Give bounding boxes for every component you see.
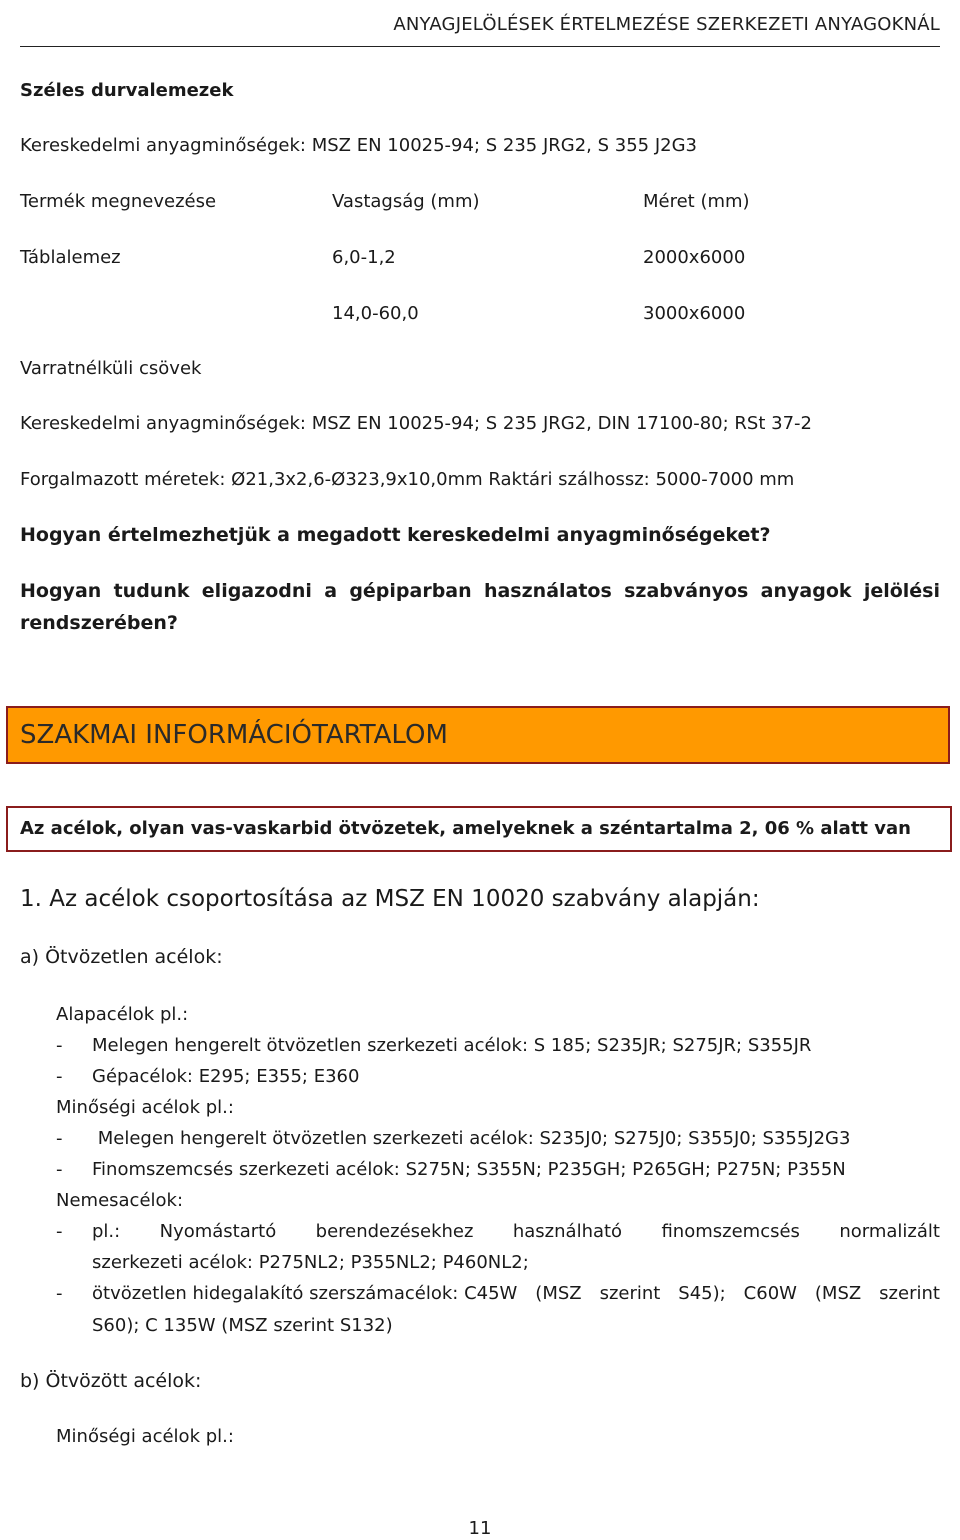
plates-grades: Kereskedelmi anyagminőségek: MSZ EN 10025-94; S 235 JRG2, S 355 J2G3 xyxy=(20,135,698,156)
category-b-minosegi: Minőségi acélok pl.: xyxy=(56,1426,234,1447)
question-word: eligazodni xyxy=(201,580,312,602)
list-dash: - xyxy=(56,1159,63,1180)
question-2-line1 xyxy=(20,580,940,602)
subsection-a-title: a) Ötvözetlen acélok: xyxy=(20,946,223,968)
definition-text: Az acélok, olyan vas-vaskarbid ötvözetek, amelyeknek a széntartalma 2, 06 % alatt van xyxy=(20,818,911,839)
question-2-line2: rendszerében? xyxy=(20,612,178,634)
list-dash: - xyxy=(56,1066,63,1087)
category-alapacelok: Alapacélok pl.: xyxy=(56,1004,189,1025)
question-word: Hogyan xyxy=(20,580,102,602)
table-cell-size: 3000x6000 xyxy=(643,303,746,324)
list-item-values: C45W (MSZ szerint S45); C60W (MSZ szerint xyxy=(464,1283,940,1304)
subsection-b-title: b) Ötvözött acélok: xyxy=(20,1370,202,1392)
list-dash: - xyxy=(56,1035,63,1056)
list-item: Finomszemcsés szerkezeti acélok: S275N; S355N; P235GH; P265GH; P275N; P355N xyxy=(92,1159,846,1180)
list-item: Melegen hengerelt ötvözetlen szerkezeti acélok: S235J0; S275J0; S355J0; S355J2G3 xyxy=(92,1128,851,1149)
running-header: ANYAGJELÖLÉSEK ÉRTELMEZÉSE SZERKEZETI ANYAGOKNÁL xyxy=(393,14,940,35)
list-item-line1: pl.: Nyomástartó berendezésekhez használható finomszemcsés normalizált xyxy=(92,1221,940,1242)
col-header-name: Termék megnevezése xyxy=(20,191,217,212)
question-word: jelölési xyxy=(863,580,940,602)
header-rule xyxy=(20,46,940,47)
list-dash: - xyxy=(56,1221,63,1242)
section-banner-label: SZAKMAI INFORMÁCIÓTARTALOM xyxy=(20,720,448,750)
definition-box xyxy=(6,806,952,852)
question-word: szabványos xyxy=(624,580,749,602)
list-item: Melegen hengerelt ötvözetlen szerkezeti acélok: S 185; S235JR; S275JR; S355JR xyxy=(92,1035,812,1056)
col-header-thickness: Vastagság (mm) xyxy=(332,191,480,212)
section-banner xyxy=(6,706,950,764)
col-header-size: Méret (mm) xyxy=(643,191,750,212)
question-word: használatos xyxy=(483,580,612,602)
table-cell-size: 2000x6000 xyxy=(643,247,746,268)
list-item-line2: szerkezeti acélok: P275NL2; P355NL2; P460NL2; xyxy=(92,1252,529,1273)
list-dash: - xyxy=(56,1128,63,1149)
table-cell-thickness: 6,0-1,2 xyxy=(332,247,396,268)
category-minosegi: Minőségi acélok pl.: xyxy=(56,1097,234,1118)
question-word: tudunk xyxy=(113,580,190,602)
tubes-sizes: Forgalmazott méretek: Ø21,3x2,6-Ø323,9x10,0mm Raktári szálhossz: 5000-7000 mm xyxy=(20,469,795,490)
question-1: Hogyan értelmezhetjük a megadott kereskedelmi anyagminőségeket? xyxy=(20,524,771,546)
table-cell-name: Táblalemez xyxy=(20,247,121,268)
table-cell-thickness: 14,0-60,0 xyxy=(332,303,419,324)
tubes-grades: Kereskedelmi anyagminőségek: MSZ EN 10025-94; S 235 JRG2, DIN 17100-80; RSt 37-2 xyxy=(20,413,812,434)
question-word: anyagok xyxy=(760,580,852,602)
plates-title: Széles durvalemezek xyxy=(20,80,234,101)
list-item-line1: ötvözetlen hidegalakító szerszámacélok: C45W (MSZ szerint S45); C60W (MSZ szerint xyxy=(92,1283,940,1304)
question-word: a xyxy=(324,580,338,602)
tubes-title: Varratnélküli csövek xyxy=(20,358,202,379)
list-item-line2: S60); C 135W (MSZ szerint S132) xyxy=(92,1315,393,1336)
list-dash: - xyxy=(56,1283,63,1304)
category-nemesacelok: Nemesacélok: xyxy=(56,1190,184,1211)
list-item: Gépacélok: E295; E355; E360 xyxy=(92,1066,360,1087)
question-word: gépiparban xyxy=(349,580,472,602)
section-1-title: 1. Az acélok csoportosítása az MSZ EN 10020 szabvány alapján: xyxy=(20,886,760,912)
page-number: 11 xyxy=(468,1518,492,1539)
